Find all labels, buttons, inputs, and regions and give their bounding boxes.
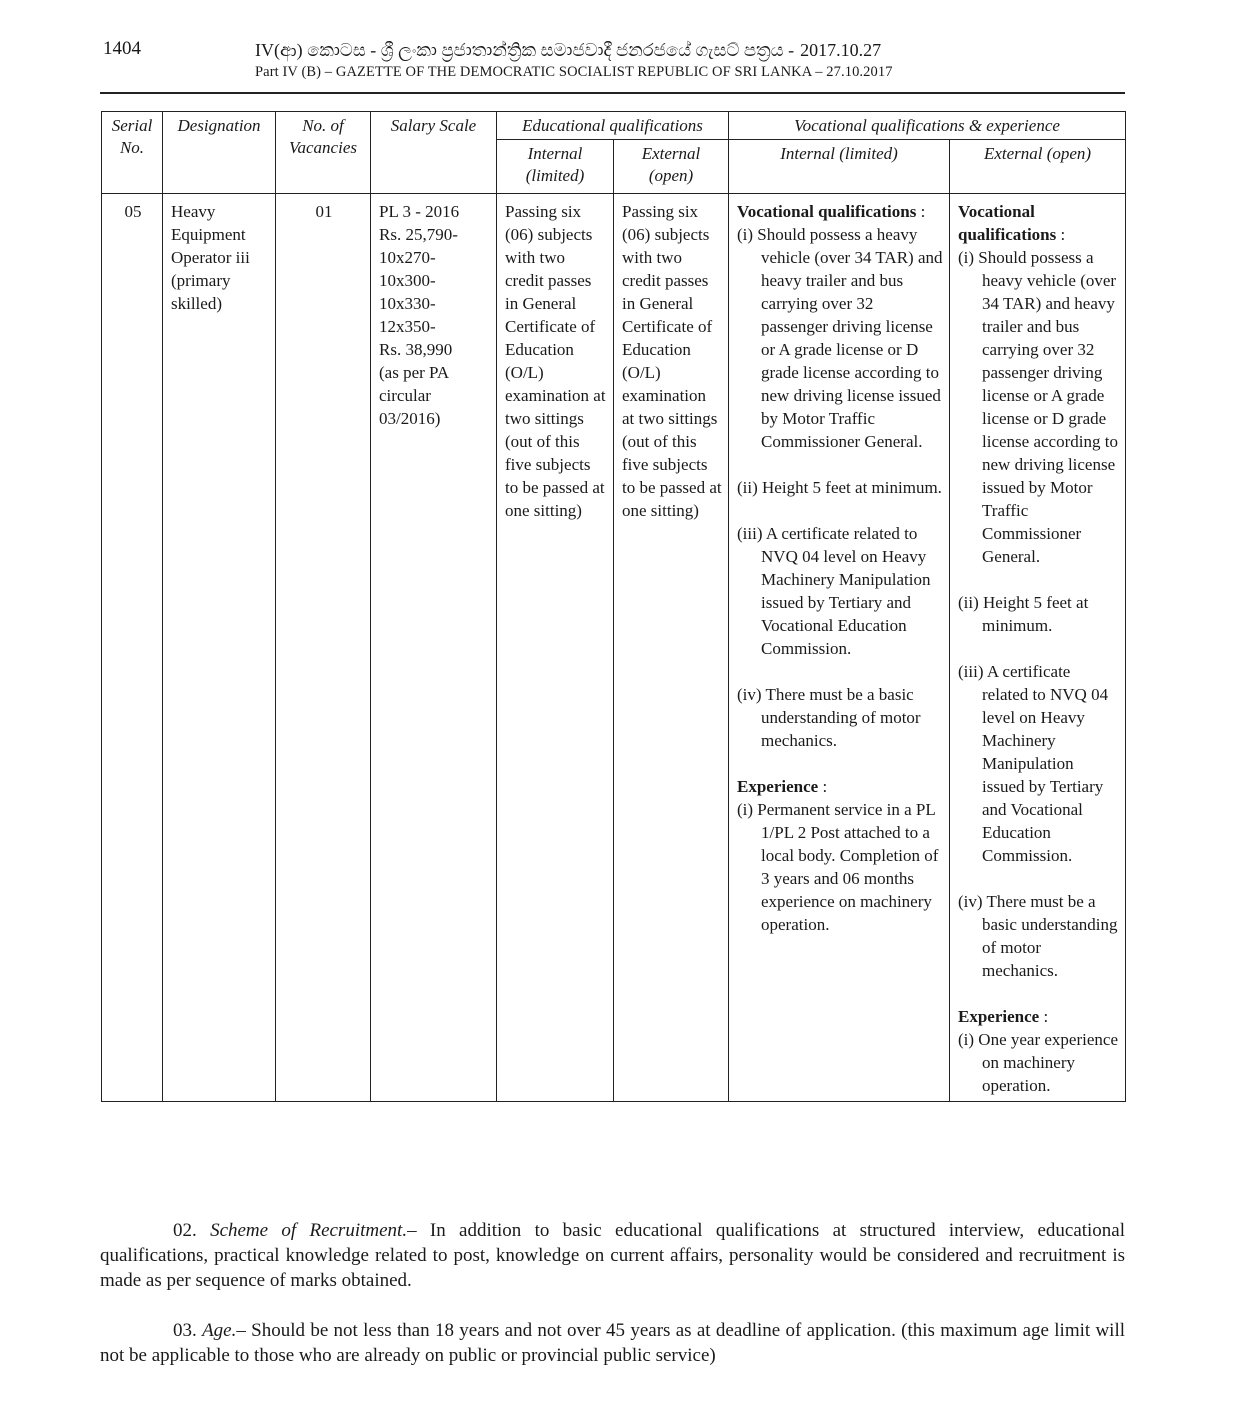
- age-paragraph: [100, 1318, 1125, 1368]
- edu-internal-header: Internal (limited): [497, 140, 614, 194]
- experience-item: (i) One year experience on machinery operation.: [958, 1030, 1118, 1095]
- voc-heading: Vocational qualifications :: [958, 202, 1066, 244]
- salary-line: 10x300-: [379, 271, 436, 290]
- english-header: Part IV (B) – GAZETTE OF THE DEMOCRATIC SOCIALIST REPUBLIC OF SRI LANKA – 27.10.2017: [255, 64, 893, 80]
- salary-line: Rs. 38,990: [379, 340, 453, 359]
- experience-heading: Experience :: [958, 1007, 1049, 1026]
- voc-internal-cell: [729, 194, 950, 1102]
- salary-line: 03/2016): [379, 409, 441, 428]
- vacancies-cell: 01: [276, 194, 371, 1102]
- header-rule: [100, 92, 1125, 94]
- salary-line: circular: [379, 386, 431, 405]
- paragraph-number: 03.: [173, 1320, 197, 1341]
- salary-line: 10x330-: [379, 294, 436, 313]
- paragraph-text: In addition to basic educational qualifications at structured interview, educational qualifications, practical knowledge related to post, knowledge on current affairs, personality would be considered and recruitment is made as per sequence of marks obtained.: [100, 1220, 1126, 1291]
- table-row: [102, 194, 1126, 1102]
- voc-item: (ii) Height 5 feet at minimum.: [737, 478, 942, 497]
- serial-cell: 05: [102, 194, 163, 1102]
- col-educational-header: Educational qualifications: [497, 112, 729, 140]
- col-vocational-header: Vocational qualifications & experience: [729, 112, 1126, 140]
- paragraph-title: Age.–: [202, 1320, 246, 1341]
- salary-line: Rs. 25,790-: [379, 225, 458, 244]
- experience-heading: Experience :: [737, 777, 828, 796]
- edu-external-cell: Passing six (06) subjects with two credit passes in General Certificate of Education (O/L) examination at two sittings (out of this five subjects to be passed at one sitting): [614, 194, 729, 1102]
- paragraph-title: Scheme of Recruitment.–: [210, 1220, 417, 1241]
- voc-item: (iv) There must be a basic understanding of motor mechanics.: [737, 685, 921, 750]
- recruitment-table: [101, 111, 1126, 1102]
- salary-line: 12x350-: [379, 317, 436, 336]
- col-designation-header: Designation: [163, 112, 276, 194]
- salary-line: (as per PA: [379, 363, 450, 382]
- voc-item: (iii) A certificate related to NVQ 04 level on Heavy Machinery Manipulation issued by Tertiary and Vocational Education Commission.: [958, 662, 1109, 865]
- voc-external-cell: [950, 194, 1126, 1102]
- paragraph-number: 02.: [173, 1220, 197, 1241]
- voc-item: (i) Should possess a heavy vehicle (over 34 TAR) and heavy trailer and bus carrying over 32 passenger driving license or A grade license or D grade license according to new driving license issued by Motor Traffic Commissioner General.: [958, 248, 1118, 566]
- edu-internal-cell: Passing six (06) subjects with two credit passes in General Certificate of Education (O/L) examination at two sittings (out of this five subjects to be passed at one sitting): [497, 194, 614, 1102]
- voc-item: (ii) Height 5 feet at minimum.: [958, 593, 1089, 635]
- paragraph-text: Should be not less than 18 years and not over 45 years as at deadline of application. (this maximum age limit will not be applicable to those who are already on public or provincial public service): [100, 1320, 1126, 1366]
- header-row-1: [102, 112, 1126, 140]
- voc-external-header: External (open): [950, 140, 1126, 194]
- col-vacancies-header: No. of Vacancies: [276, 112, 371, 194]
- sinhala-title: IV(ආ) කොටස - ශ්‍රී ලංකා ප්‍රජාතාන්ත්‍රික සමාජවාදී ජනරජයේ ගැසට් පත්‍රය -: [255, 40, 795, 60]
- sinhala-header: [255, 40, 881, 61]
- edu-external-header: External (open): [614, 140, 729, 194]
- sinhala-date: 2017.10.27: [800, 40, 882, 60]
- voc-internal-header: Internal (limited): [729, 140, 950, 194]
- voc-item: (iii) A certificate related to NVQ 04 level on Heavy Machinery Manipulation issued by Tertiary and Vocational Education Commission.: [737, 524, 931, 658]
- col-salary-header: Salary Scale: [371, 112, 497, 194]
- voc-heading: Vocational qualifications :: [737, 202, 926, 221]
- salary-line: PL 3 - 2016: [379, 202, 460, 221]
- salary-cell: [371, 194, 497, 1102]
- salary-line: 10x270-: [379, 248, 436, 267]
- designation-cell: Heavy Equipment Operator iii (primary skilled): [163, 194, 276, 1102]
- voc-item: (i) Should possess a heavy vehicle (over 34 TAR) and heavy trailer and bus carrying over 32 passenger driving license or A grade license or D grade license according to new driving license issued by Motor Traffic Commissioner General.: [737, 225, 943, 451]
- voc-item: (iv) There must be a basic understanding of motor mechanics.: [958, 892, 1118, 980]
- col-serial-header: Serial No.: [102, 112, 163, 194]
- page-number: 1404: [103, 38, 141, 59]
- experience-item: (i) Permanent service in a PL 1/PL 2 Post attached to a local body. Completion of 3 years and 06 months experience on machinery operation.: [737, 800, 939, 934]
- recruitment-paragraph: [100, 1218, 1125, 1293]
